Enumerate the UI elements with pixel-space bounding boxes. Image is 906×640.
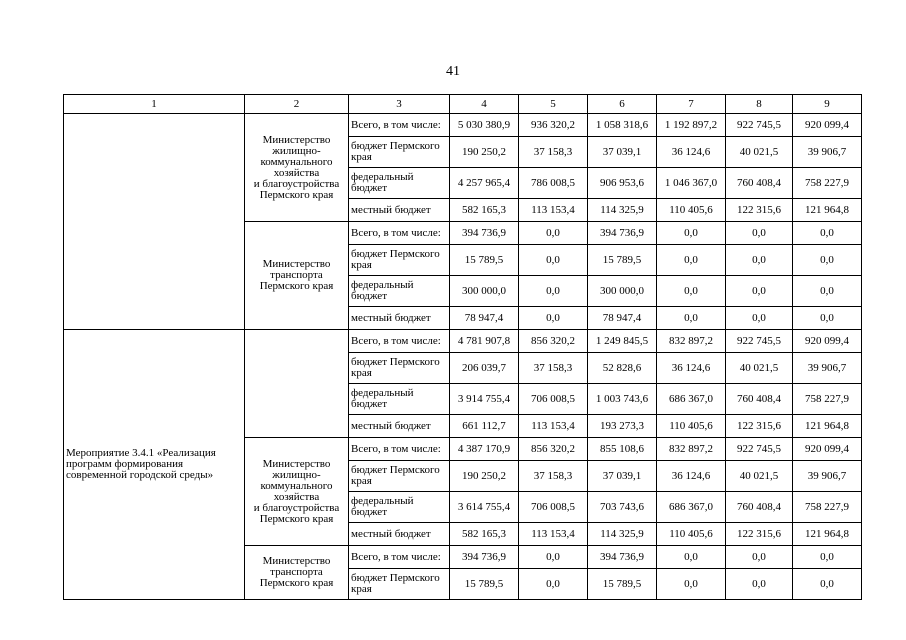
funding-source: бюджет Пермского края <box>349 353 450 384</box>
header-row <box>64 95 862 114</box>
amount-cell: 37 158,3 <box>519 461 588 492</box>
amount-cell: 190 250,2 <box>450 137 519 168</box>
amount-cell: 0,0 <box>726 276 793 307</box>
amount-cell: 0,0 <box>657 569 726 600</box>
amount-cell: 920 099,4 <box>793 114 862 137</box>
amount-cell: 0,0 <box>793 307 862 330</box>
amount-cell: 36 124,6 <box>657 137 726 168</box>
amount-cell: 0,0 <box>519 276 588 307</box>
funding-source: Всего, в том числе: <box>349 114 450 137</box>
amount-cell: 0,0 <box>657 276 726 307</box>
amount-cell: 922 745,5 <box>726 330 793 353</box>
amount-cell: 37 039,1 <box>588 461 657 492</box>
funding-source: Всего, в том числе: <box>349 546 450 569</box>
amount-cell: 110 405,6 <box>657 415 726 438</box>
amount-cell: 78 947,4 <box>450 307 519 330</box>
amount-cell: 760 408,4 <box>726 492 793 523</box>
amount-cell: 114 325,9 <box>588 199 657 222</box>
amount-cell: 39 906,7 <box>793 461 862 492</box>
amount-cell: 703 743,6 <box>588 492 657 523</box>
amount-cell: 3 914 755,4 <box>450 384 519 415</box>
amount-cell: 0,0 <box>726 546 793 569</box>
funding-source: федеральный бюджет <box>349 168 450 199</box>
funding-source: Всего, в том числе: <box>349 330 450 353</box>
amount-cell: 0,0 <box>793 276 862 307</box>
amount-cell: 686 367,0 <box>657 384 726 415</box>
funding-source: бюджет Пермского края <box>349 245 450 276</box>
header-cell: 9 <box>793 95 862 114</box>
amount-cell: 0,0 <box>793 569 862 600</box>
funding-source: местный бюджет <box>349 415 450 438</box>
header-cell: 6 <box>588 95 657 114</box>
funding-source: местный бюджет <box>349 307 450 330</box>
amount-cell: 0,0 <box>657 307 726 330</box>
amount-cell: 121 964,8 <box>793 199 862 222</box>
header-cell: 1 <box>64 95 245 114</box>
amount-cell: 15 789,5 <box>588 569 657 600</box>
budget-table <box>63 94 862 600</box>
amount-cell: 121 964,8 <box>793 523 862 546</box>
ministry-cell <box>245 438 349 546</box>
funding-source: Всего, в том числе: <box>349 222 450 245</box>
ministry-cell <box>245 222 349 330</box>
amount-cell: 40 021,5 <box>726 137 793 168</box>
ministry-name: Министерство жилищно- коммунального хозяйства и благоустройства Пермского края <box>253 457 340 525</box>
funding-source: федеральный бюджет <box>349 384 450 415</box>
amount-cell: 15 789,5 <box>588 245 657 276</box>
amount-cell: 0,0 <box>519 307 588 330</box>
funding-source: местный бюджет <box>349 199 450 222</box>
amount-cell: 936 320,2 <box>519 114 588 137</box>
amount-cell: 856 320,2 <box>519 330 588 353</box>
amount-cell: 0,0 <box>793 245 862 276</box>
amount-cell: 36 124,6 <box>657 461 726 492</box>
amount-cell: 4 387 170,9 <box>450 438 519 461</box>
table-row <box>64 330 862 353</box>
ministry-cell <box>245 330 349 438</box>
amount-cell: 37 158,3 <box>519 137 588 168</box>
amount-cell: 4 781 907,8 <box>450 330 519 353</box>
amount-cell: 4 257 965,4 <box>450 168 519 199</box>
header-cell: 7 <box>657 95 726 114</box>
amount-cell: 39 906,7 <box>793 353 862 384</box>
amount-cell: 300 000,0 <box>450 276 519 307</box>
activity-name: Мероприятие 3.4.1 «Реализация программ формирования современной городской среды» <box>66 447 216 481</box>
amount-cell: 758 227,9 <box>793 384 862 415</box>
amount-cell: 906 953,6 <box>588 168 657 199</box>
amount-cell: 0,0 <box>519 546 588 569</box>
amount-cell: 920 099,4 <box>793 330 862 353</box>
amount-cell: 1 058 318,6 <box>588 114 657 137</box>
header-cell: 4 <box>450 95 519 114</box>
amount-cell: 394 736,9 <box>588 546 657 569</box>
amount-cell: 758 227,9 <box>793 168 862 199</box>
activity-cell <box>64 114 245 330</box>
amount-cell: 193 273,3 <box>588 415 657 438</box>
amount-cell: 686 367,0 <box>657 492 726 523</box>
amount-cell: 394 736,9 <box>450 546 519 569</box>
funding-source: местный бюджет <box>349 523 450 546</box>
amount-cell: 40 021,5 <box>726 461 793 492</box>
amount-cell: 0,0 <box>726 222 793 245</box>
amount-cell: 856 320,2 <box>519 438 588 461</box>
amount-cell: 855 108,6 <box>588 438 657 461</box>
funding-source: федеральный бюджет <box>349 492 450 523</box>
amount-cell: 39 906,7 <box>793 137 862 168</box>
amount-cell: 0,0 <box>726 307 793 330</box>
amount-cell: 37 039,1 <box>588 137 657 168</box>
amount-cell: 40 021,5 <box>726 353 793 384</box>
funding-source: федеральный бюджет <box>349 276 450 307</box>
amount-cell: 1 249 845,5 <box>588 330 657 353</box>
amount-cell: 582 165,3 <box>450 199 519 222</box>
amount-cell: 786 008,5 <box>519 168 588 199</box>
amount-cell: 122 315,6 <box>726 415 793 438</box>
amount-cell: 122 315,6 <box>726 523 793 546</box>
funding-source: бюджет Пермского края <box>349 461 450 492</box>
amount-cell: 0,0 <box>793 222 862 245</box>
amount-cell: 922 745,5 <box>726 114 793 137</box>
amount-cell: 0,0 <box>519 569 588 600</box>
amount-cell: 1 046 367,0 <box>657 168 726 199</box>
amount-cell: 760 408,4 <box>726 168 793 199</box>
amount-cell: 706 008,5 <box>519 384 588 415</box>
amount-cell: 0,0 <box>657 245 726 276</box>
amount-cell: 0,0 <box>657 546 726 569</box>
amount-cell: 78 947,4 <box>588 307 657 330</box>
funding-source: Всего, в том числе: <box>349 438 450 461</box>
amount-cell: 0,0 <box>726 569 793 600</box>
amount-cell: 206 039,7 <box>450 353 519 384</box>
header-cell: 3 <box>349 95 450 114</box>
page-number: 41 <box>446 64 460 79</box>
amount-cell: 0,0 <box>519 222 588 245</box>
activity-cell <box>64 330 245 600</box>
amount-cell: 0,0 <box>519 245 588 276</box>
ministry-name: Министерство жилищно- коммунального хозяйства и благоустройства Пермского края <box>253 133 340 201</box>
amount-cell: 0,0 <box>657 222 726 245</box>
amount-cell: 920 099,4 <box>793 438 862 461</box>
amount-cell: 922 745,5 <box>726 438 793 461</box>
amount-cell: 300 000,0 <box>588 276 657 307</box>
amount-cell: 0,0 <box>726 245 793 276</box>
amount-cell: 1 192 897,2 <box>657 114 726 137</box>
amount-cell: 110 405,6 <box>657 523 726 546</box>
ministry-cell <box>245 114 349 222</box>
amount-cell: 15 789,5 <box>450 569 519 600</box>
ministry-name: Министерство транспорта Пермского края <box>259 258 334 292</box>
header-cell: 5 <box>519 95 588 114</box>
amount-cell: 832 897,2 <box>657 438 726 461</box>
amount-cell: 113 153,4 <box>519 523 588 546</box>
amount-cell: 36 124,6 <box>657 353 726 384</box>
amount-cell: 832 897,2 <box>657 330 726 353</box>
ministry-name: Министерство транспорта Пермского края <box>259 555 334 589</box>
amount-cell: 37 158,3 <box>519 353 588 384</box>
amount-cell: 760 408,4 <box>726 384 793 415</box>
funding-source: бюджет Пермского края <box>349 137 450 168</box>
amount-cell: 110 405,6 <box>657 199 726 222</box>
table-row <box>64 114 862 137</box>
amount-cell: 121 964,8 <box>793 415 862 438</box>
header-cell: 8 <box>726 95 793 114</box>
amount-cell: 758 227,9 <box>793 492 862 523</box>
amount-cell: 190 250,2 <box>450 461 519 492</box>
amount-cell: 394 736,9 <box>588 222 657 245</box>
amount-cell: 15 789,5 <box>450 245 519 276</box>
amount-cell: 394 736,9 <box>450 222 519 245</box>
amount-cell: 706 008,5 <box>519 492 588 523</box>
amount-cell: 113 153,4 <box>519 199 588 222</box>
amount-cell: 0,0 <box>793 546 862 569</box>
amount-cell: 114 325,9 <box>588 523 657 546</box>
amount-cell: 582 165,3 <box>450 523 519 546</box>
ministry-cell <box>245 546 349 600</box>
funding-source: бюджет Пермского края <box>349 569 450 600</box>
amount-cell: 1 003 743,6 <box>588 384 657 415</box>
amount-cell: 52 828,6 <box>588 353 657 384</box>
amount-cell: 3 614 755,4 <box>450 492 519 523</box>
amount-cell: 661 112,7 <box>450 415 519 438</box>
amount-cell: 122 315,6 <box>726 199 793 222</box>
amount-cell: 113 153,4 <box>519 415 588 438</box>
header-cell: 2 <box>245 95 349 114</box>
amount-cell: 5 030 380,9 <box>450 114 519 137</box>
